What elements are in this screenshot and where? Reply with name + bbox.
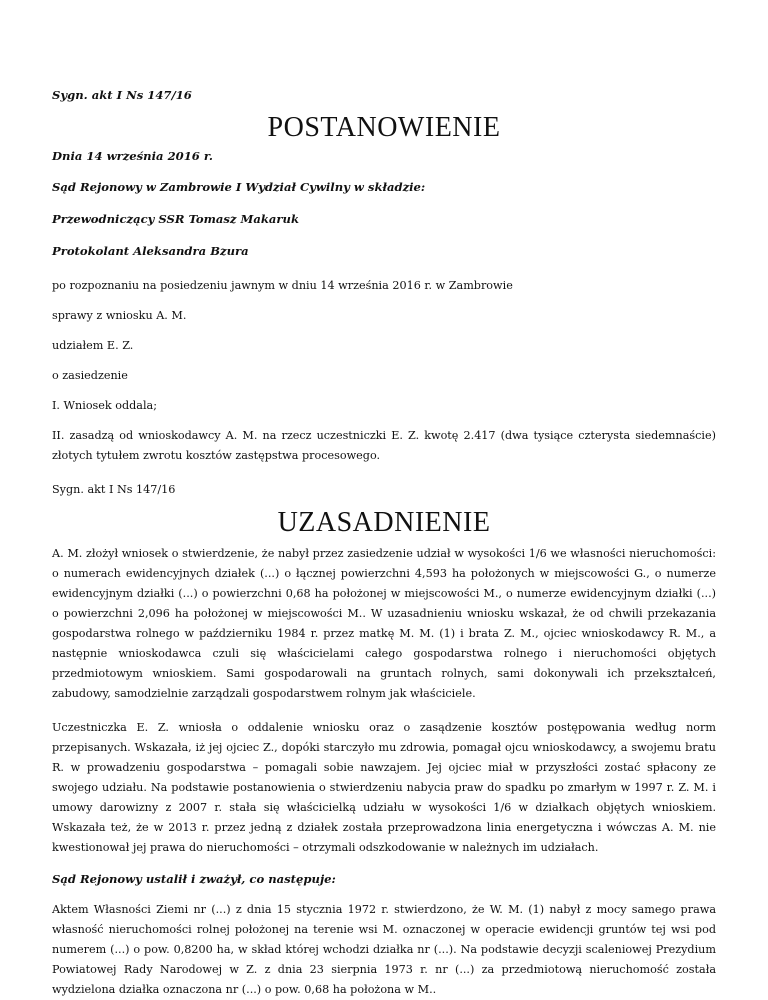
- justification-title: UZASADNIENIE: [277, 507, 491, 538]
- justification-paragraph-2: Uczestniczka E. Z. wniosła o oddalenie wniosku oraz o zasądzenie kosztów postępowania według norm przepisanych. Wskazała, iż jej ojciec Z., dopóki starczyło mu zdrowia, pomagał ojcu wnioskodawcy, a swojemu bratu R. w prowadzeniu gospodarstwa – pomagali sobie nawzajem. Jej ojciec miał w przyszłości zostać spłacony ze swojego udziału. Na podstawie postanowienia o stwierdzeniu nabycia praw do spadku po zmarłym w 1997 r. Z. M. i umowy darowizny z 2007 r. stała się właścicielką udziału w wysokości 1/6 w działkach objętych wnioskiem. Wskazała też, że w 2013 r. przez jedną z działek została przeprowadzona linia energetyczna i wówczas A. M. nie kwestionował jej prawa do nieruchomości – otrzymali odszkodowanie w należnych im udziałach.: [52, 721, 716, 854]
- ruling-date: Dnia 14 września 2016 r.: [52, 149, 213, 163]
- participant-line: udziałem E. Z.: [52, 339, 134, 352]
- subject-line: o zasiedzenie: [52, 369, 128, 382]
- justification-paragraph-1: A. M. złożył wniosek o stwierdzenie, że nabył przez zasiedzenie udział w wysokości 1/6 we własności nieruchomości: o numerach ewidencyjnych działek (...) o łącznej powierzchni 4,593 ha położonych w miejscowości G., o numerze ewidencyjnym działki (...) o powierzchni 0,68 ha położonej w miejscowości M., o numerze ewidencyjnym działki (...) o powierzchni 2,096 ha położonej w miejscowości M.. W uzasadnieniu wniosku wskazał, że od chwili przekazania gospodarstwa rolnego w październiku 1984 r. przez matkę M. M. (1) i brata Z. M., ojciec wnioskodawcy R. M., a następnie wnioskodawca czuli się właścicielami całego gospodarstwa rolnego i nieruchomości objętych przedmiotowym wnioskiem. Sami gospodarowali na gruntach rolnych, sami dokonywali ich przekształceń, zabudowy, samodzielnie zarządzali gospodarstwem rolnym jak właściciele.: [52, 547, 716, 700]
- case-signature-2: Sygn. akt I Ns 147/16: [52, 483, 176, 496]
- court-clerk: Protokolant Aleksandra Bzura: [52, 244, 249, 258]
- case-signature: Sygn. akt I Ns 147/16: [52, 88, 192, 102]
- justification-paragraph-3: Aktem Własności Ziemi nr (...) z dnia 15 stycznia 1972 r. stwierdzono, że W. M. (1) nabył z mocy samego prawa własność nieruchomości rolnej położonej na terenie wsi M. oznaczonej w operacie ewidencji gruntów tej wsi pod numerem (...) o pow. 0,8200 ha, w skład której wchodzi działka nr (...). Na podstawie decyzji scaleniowej Prezydium Powiatowej Rady Narodowej w Z. z dnia 23 sierpnia 1973 r. nr (...) za przedmiotową nieruchomość została wydzielona działka oznaczona nr (...) o pow. 0,68 ha położona w M..: [52, 903, 716, 996]
- document-title: POSTANOWIENIE: [267, 112, 501, 143]
- applicant-line: sprawy z wniosku A. M.: [52, 309, 187, 322]
- ruling-point-1: I. Wniosek oddala;: [52, 399, 157, 412]
- presiding-judge: Przewodniczący SSR Tomasz Makaruk: [52, 212, 300, 226]
- hearing-line: po rozpoznaniu na posiedzeniu jawnym w dniu 14 września 2016 r. w Zambrowie: [52, 279, 513, 292]
- court-composition: Sąd Rejonowy w Zambrowie I Wydział Cywilny w składzie:: [52, 180, 426, 194]
- findings-heading: Sąd Rejonowy ustalił i zważył, co następuje:: [52, 872, 336, 886]
- document-content: [52, 88, 716, 1000]
- ruling-point-2: II. zasadzą od wnioskodawcy A. M. na rzecz uczestniczki E. Z. kwotę 2.417 (dwa tysiące czterysta siedemnaście) złotych tytułem zwrotu kosztów zastępstwa procesowego.: [52, 429, 716, 462]
